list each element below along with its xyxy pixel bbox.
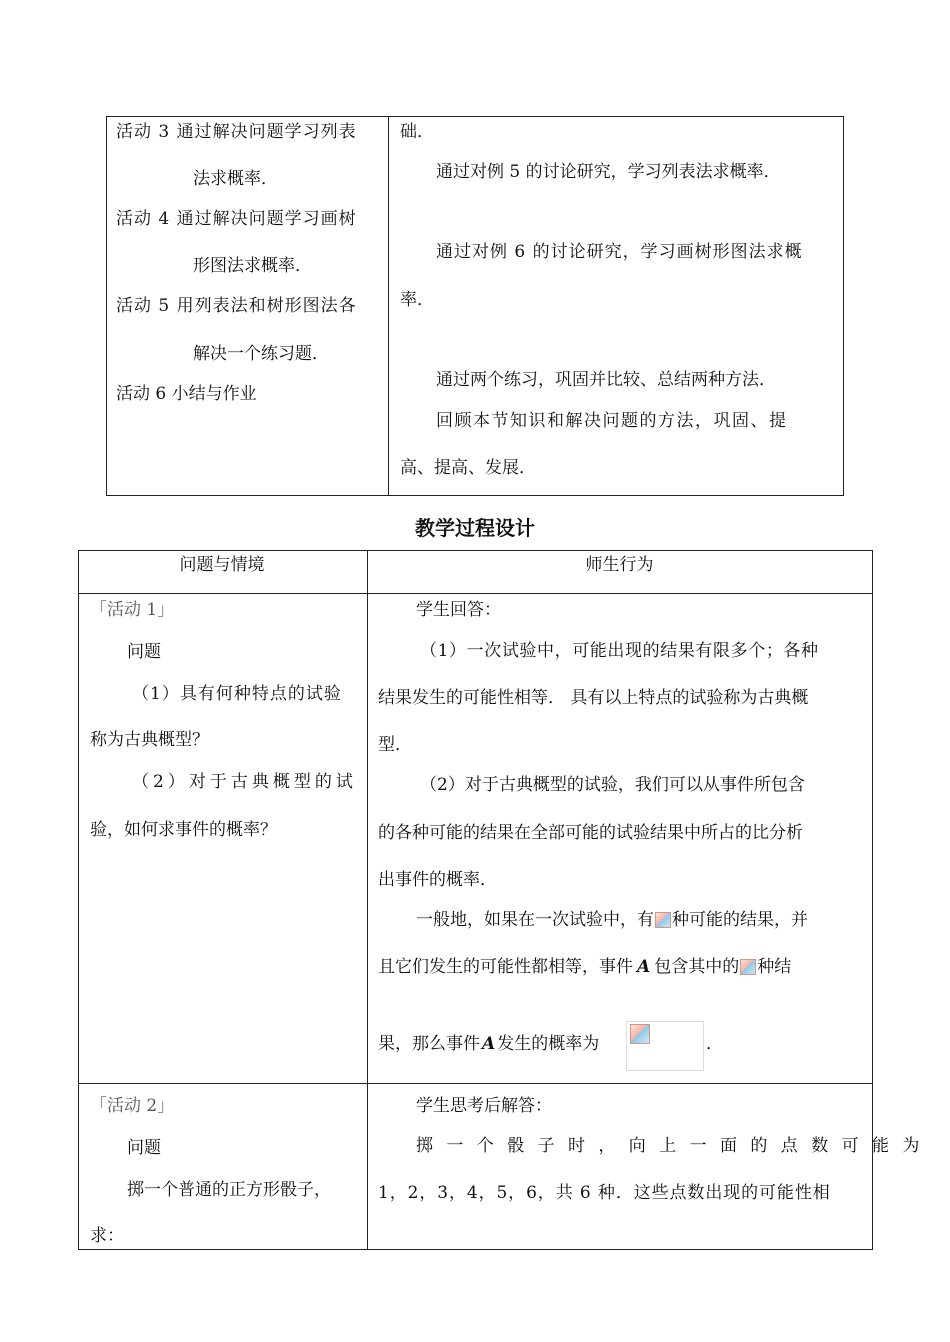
overview-left-line: 形图法求概率． xyxy=(193,256,312,276)
overview-right-line: 通过对例 5 的讨论研究，学习列表法求概率． xyxy=(436,162,781,182)
activity1-question: 称为古典概型？ xyxy=(90,730,209,750)
definition-text: 一般地，如果在一次试验中，有 xyxy=(416,910,654,930)
activity2-question-label: 问题 xyxy=(127,1138,161,1158)
overview-left-line: 法求概率． xyxy=(193,169,278,189)
activity2-question: 掷一个普通的正方形骰子， xyxy=(127,1180,331,1200)
definition-text: 包含其中的 xyxy=(654,957,740,977)
activity1-question: （2）对于古典概型的试 xyxy=(132,772,357,792)
formula-image-icon xyxy=(630,1024,650,1044)
activity1-question: 验，如何求事件的概率？ xyxy=(90,820,277,840)
activity1-answer: 的各种可能的结果在全部可能的试验结果中所占的比分析 xyxy=(378,823,803,843)
process-column-divider xyxy=(367,551,368,1249)
activity1-answer: （2）对于古典概型的试验，我们可以从事件所包含 xyxy=(420,775,805,795)
activity1-answer: 型． xyxy=(378,735,412,755)
header-action: 师生行为 xyxy=(585,555,654,575)
definition-text: 且它们发生的可能性都相等，事件 xyxy=(378,957,633,977)
activity1-question-label: 问题 xyxy=(127,642,161,662)
event-a-symbol: A xyxy=(637,957,651,977)
activity2-answer: 学生思考后解答： xyxy=(416,1096,552,1116)
definition-text: 果，那么事件 xyxy=(378,1034,480,1054)
definition-line xyxy=(378,957,791,977)
overview-left-line: 活动 5 用列表法和树形图法各 xyxy=(116,296,357,316)
definition-end: ． xyxy=(706,1034,723,1054)
overview-divider xyxy=(388,117,389,495)
definition-line xyxy=(378,1034,599,1054)
activity2-label: 「活动 2」 xyxy=(90,1096,175,1116)
activity1-answer: 学生回答： xyxy=(416,600,501,620)
activity2-answer: 1，2，3，4，5，6，共 6 种．这些点数出现的可能性相 xyxy=(378,1183,831,1203)
probability-formula-image xyxy=(626,1021,704,1071)
activity1-answer: 结果发生的可能性相等． 具有以上特点的试验称为古典概 xyxy=(378,688,809,708)
header-problem: 问题与情境 xyxy=(179,555,265,575)
activity1-question: （1）具有何种特点的试验 xyxy=(132,684,342,704)
header-row-divider xyxy=(79,593,872,594)
overview-right-line: 础． xyxy=(400,122,434,142)
activity1-label: 「活动 1」 xyxy=(90,600,175,620)
activity2-answer: 掷一个骰子时，向上一面的点数可能为 xyxy=(416,1136,933,1156)
overview-left-line: 活动 3 通过解决问题学习列表 xyxy=(116,122,357,142)
overview-right-line: 率． xyxy=(400,290,434,310)
activity1-answer: （1）一次试验中，可能出现的结果有限多个；各种 xyxy=(420,641,819,661)
formula-m-image xyxy=(740,959,756,975)
definition-text: 种可能的结果，并 xyxy=(672,910,808,930)
overview-right-line: 通过两个练习，巩固并比较、总结两种方法． xyxy=(436,370,776,390)
activity-row-divider xyxy=(79,1083,872,1084)
activity2-question: 求： xyxy=(90,1226,124,1246)
definition-text: 发生的概率为 xyxy=(497,1034,600,1054)
overview-left-line: 解决一个练习题． xyxy=(193,344,329,364)
overview-left-line: 活动 4 通过解决问题学习画树 xyxy=(116,209,357,229)
definition-line xyxy=(416,910,808,930)
overview-right-line: 回顾本节知识和解决问题的方法，巩固、提 xyxy=(436,411,788,431)
activity1-answer: 出事件的概率． xyxy=(378,870,497,890)
event-a-symbol: A xyxy=(482,1034,496,1054)
formula-n-image xyxy=(655,912,671,928)
overview-left-line: 活动 6 小结与作业 xyxy=(116,384,257,404)
section-title: 教学过程设计 xyxy=(415,516,535,540)
definition-text: 种结 xyxy=(757,957,792,977)
overview-right-line: 通过对例 6 的讨论研究，学习画树形图法求概 xyxy=(436,242,803,262)
overview-right-line: 高、提高、发展． xyxy=(400,458,536,478)
